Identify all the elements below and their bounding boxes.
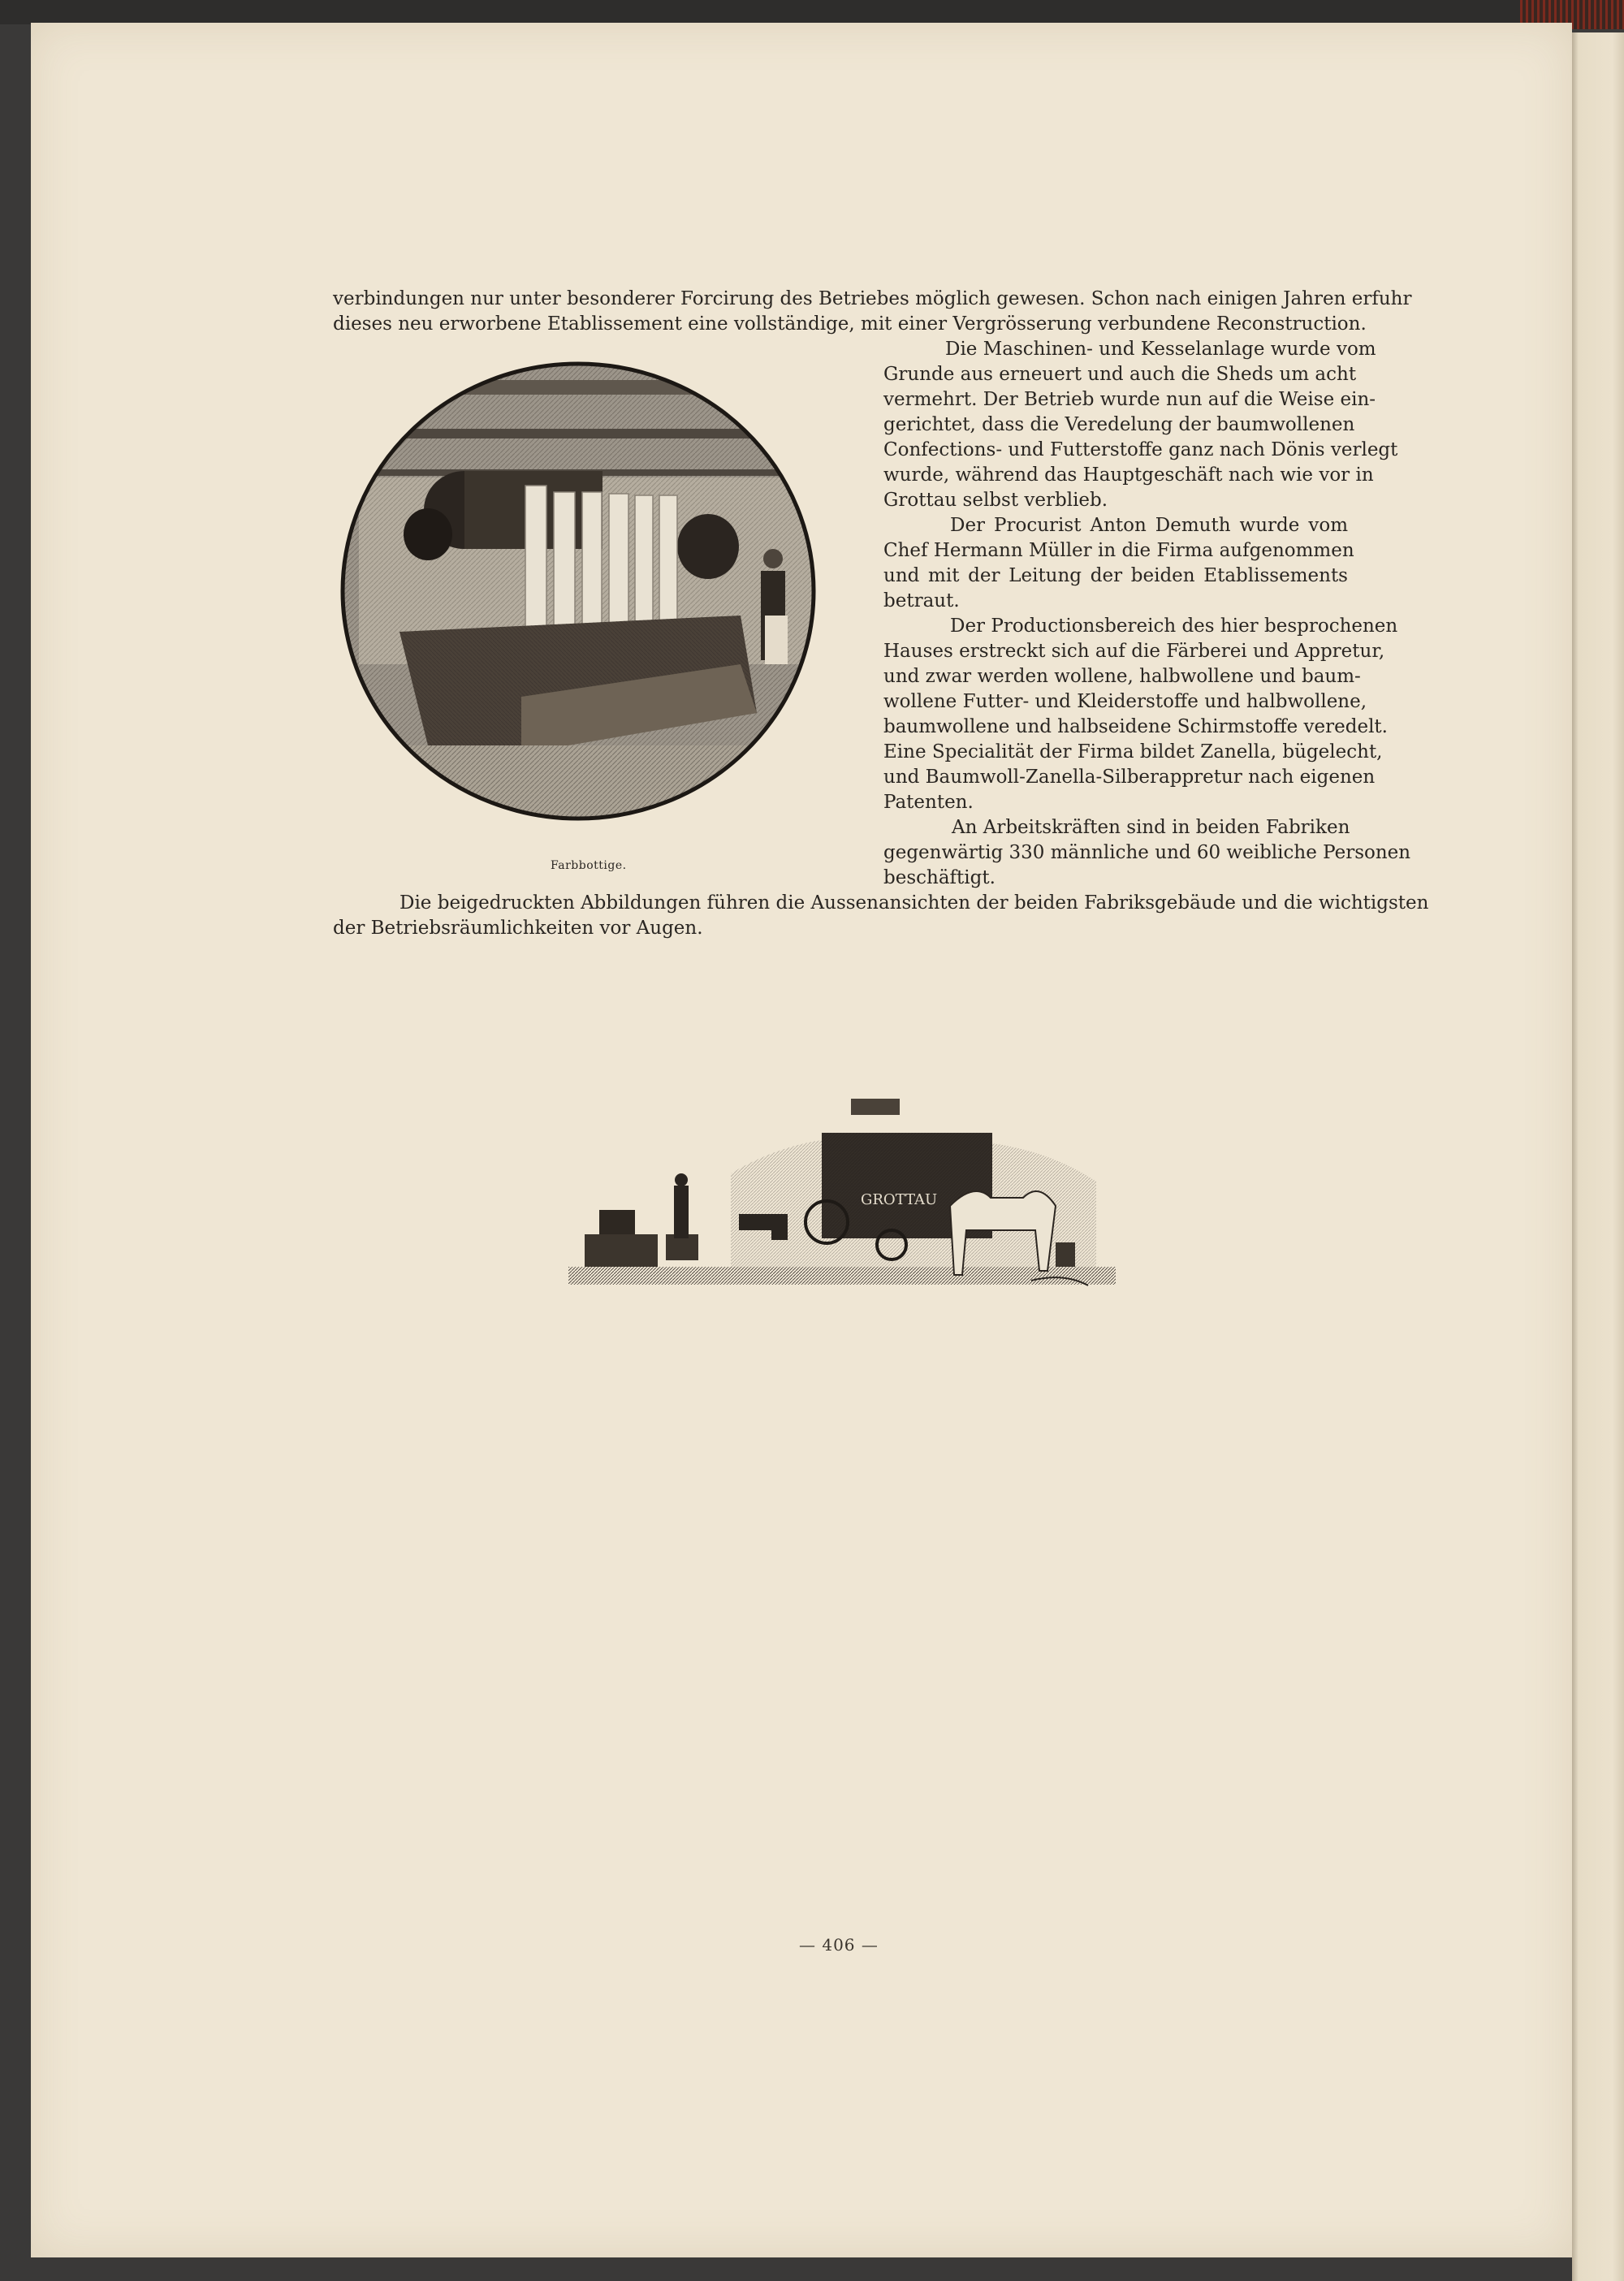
- body-line: und mit der Leitung der beiden Etablissements: [883, 565, 1348, 586]
- figure-caption: Farbbottige.: [551, 859, 627, 872]
- closing-line: der Betriebsräumlichkeiten vor Augen.: [333, 918, 703, 939]
- scan-left-margin: [0, 0, 31, 2281]
- wagon-illustration: [568, 1092, 1116, 1298]
- dye-vat-illustration: [335, 356, 822, 832]
- scan-top-margin: [0, 0, 1624, 24]
- body-line: gegenwärtig 330 männliche und 60 weibliche Personen: [883, 842, 1411, 863]
- page-edge: [1572, 32, 1624, 2281]
- body-line: wurde, während das Hauptgeschäft nach wie vor in: [883, 464, 1374, 486]
- intro-line: verbindungen nur unter besonderer Forcirung des Betriebes möglich gewesen. Schon nach einigen Jahren erfuhr: [333, 288, 1412, 309]
- body-line: Confections- und Futterstoffe ganz nach Dönis verlegt: [883, 439, 1398, 460]
- body-line: Hauses erstreckt sich auf die Färberei und Appretur,: [883, 641, 1385, 662]
- body-line: wollene Futter- und Kleiderstoffe und halbwollene,: [883, 691, 1367, 712]
- body-line: Chef Hermann Müller in die Firma aufgenommen: [883, 540, 1354, 561]
- body-line: Grottau selbst verblieb.: [883, 490, 1108, 511]
- body-line: Grunde aus erneuert und auch die Sheds um acht: [883, 364, 1357, 385]
- body-line: Der Procurist Anton Demuth wurde vom: [950, 515, 1348, 536]
- page-number: — 406 —: [799, 1935, 879, 1955]
- body-line: Die Maschinen- und Kesselanlage wurde vom: [945, 339, 1376, 360]
- body-line: beschäftigt.: [883, 867, 996, 888]
- scan-bottom-margin: [0, 2257, 1572, 2281]
- body-line: und zwar werden wollene, halbwollene und baum-: [883, 666, 1361, 687]
- body-line: Patenten.: [883, 792, 974, 813]
- wagon-lettering: GROTTAU: [861, 1191, 938, 1208]
- closing-line: Die beigedruckten Abbildungen führen die Aussenansichten der beiden Fabriksgebäude und die wichtigsten: [400, 892, 1429, 914]
- body-line: gerichtet, dass die Veredelung der baumwollenen: [883, 414, 1355, 435]
- body-line: baumwollene und halbseidene Schirmstoffe veredelt.: [883, 716, 1388, 737]
- body-line: An Arbeitskräften sind in beiden Fabriken: [952, 817, 1350, 838]
- body-line: betraut.: [883, 590, 960, 611]
- intro-line: dieses neu erworbene Etablissement eine vollständige, mit einer Vergrösserung verbundene Reconstruction.: [333, 313, 1367, 335]
- body-line: Eine Specialität der Firma bildet Zanella, bügelecht,: [883, 741, 1383, 762]
- body-line: und Baumwoll-Zanella-Silberappretur nach eigenen: [883, 767, 1376, 788]
- body-line: Der Productionsbereich des hier besprochenen: [950, 616, 1398, 637]
- body-line: vermehrt. Der Betrieb wurde nun auf die Weise ein-: [883, 389, 1376, 410]
